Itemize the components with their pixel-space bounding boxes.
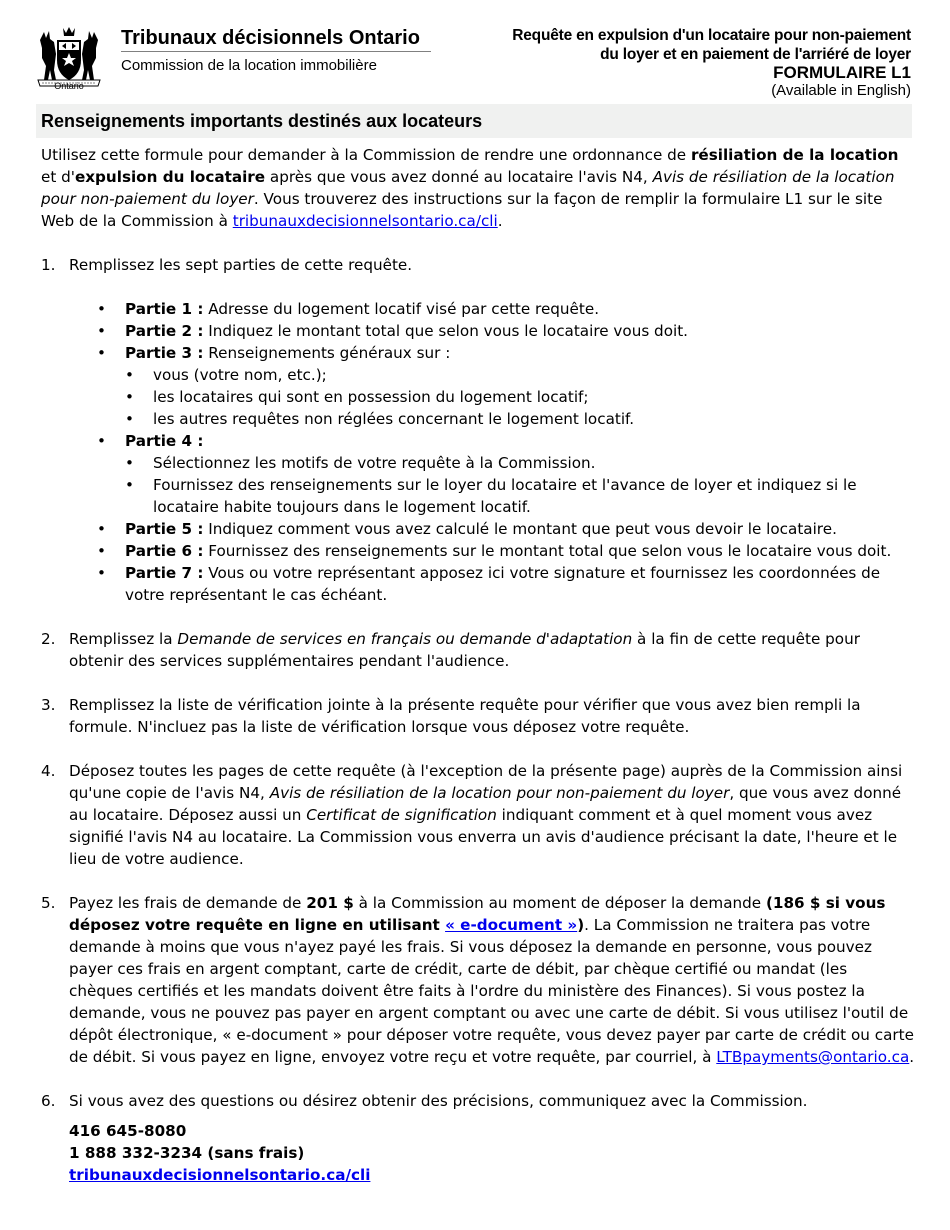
spacer	[41, 1112, 915, 1120]
item-5-text: .	[909, 1048, 915, 1066]
instruction-item-4	[41, 760, 915, 870]
sub-item-text: les locataires qui sont en possession du logement locatif;	[153, 388, 589, 406]
bullet-icon: •	[125, 476, 134, 494]
item-2-text: à la fin de cette requête pour obtenir des services supplémentaires pendant l'audience.	[69, 630, 860, 670]
part-text: Renseignements généraux sur :	[203, 344, 451, 362]
list-item-part-5	[97, 518, 915, 540]
item-4-text: , que vous avez donné au locataire. Déposez aussi un	[69, 784, 902, 824]
item-number: 3.	[41, 696, 56, 714]
intro-text: .	[497, 212, 503, 230]
list-item-part-3	[97, 342, 915, 364]
organization-name: Tribunaux décisionnels Ontario	[121, 27, 420, 49]
sub-item-text: vous (votre nom, etc.);	[153, 366, 327, 384]
bullet-icon: •	[97, 432, 106, 450]
item-2-text: Remplissez la	[69, 630, 178, 648]
spacer	[69, 276, 915, 298]
intro-text: et d'	[41, 168, 75, 186]
bullet-icon: •	[97, 520, 106, 538]
intro-italic-n4-title: Avis de résiliation de la location pour non-paiement du loyer	[41, 168, 895, 208]
bullet-icon: •	[125, 454, 134, 472]
part-label: Partie 7 :	[125, 564, 204, 582]
bullet-icon: •	[97, 300, 106, 318]
part-text: Fournissez des renseignements sur le montant total que selon vous le locataire vous doit.	[203, 542, 892, 560]
organization-subtitle: Commission de la location immobilière	[121, 57, 377, 74]
spacer	[41, 232, 915, 254]
online-fee-note-close: )	[577, 916, 585, 934]
spacer	[41, 738, 915, 760]
website-link[interactable]: tribunauxdecisionnelsontario.ca/cli	[232, 212, 498, 230]
instruction-item-6	[41, 1090, 915, 1112]
intro-bold-eviction: expulsion du locataire	[74, 168, 266, 186]
sub-list-item	[125, 364, 915, 386]
form-title-line-1: Requête en expulsion d'un locataire pour non-paiement	[512, 27, 911, 44]
spacer	[41, 672, 915, 694]
phone-local: 416 645-8080	[69, 1122, 187, 1140]
item-4-text: Déposez toutes les pages de cette requête (à l'exception de la présente page) auprès de la Commission ainsi qu'une copie de l'avis N4,	[69, 762, 903, 802]
header-divider	[121, 51, 431, 52]
instruction-item-5	[41, 892, 915, 1068]
sub-list-item	[125, 386, 915, 408]
sub-list-item	[125, 408, 915, 430]
part-label: Partie 6 :	[125, 542, 204, 560]
intro-paragraph	[41, 144, 915, 232]
instruction-item-1	[41, 254, 915, 606]
spacer	[41, 606, 915, 628]
intro-text: après que vous avez donné au locataire l'avis N4,	[265, 168, 653, 186]
list-item-part-4	[97, 430, 915, 452]
intro-text: . Vous trouverez des instructions sur la façon de remplir la formulaire L1 sur le site Web de la Commission à	[41, 190, 883, 230]
form-code: FORMULAIRE L1	[773, 63, 911, 82]
item-number: 4.	[41, 762, 56, 780]
part-3-sublist	[97, 364, 915, 430]
bullet-icon: •	[97, 564, 106, 582]
form-title-line-2: du loyer et en paiement de l'arriéré de loyer	[600, 46, 911, 63]
item-5-text: à la Commission au moment de déposer la demande	[353, 894, 766, 912]
logo-caption: Ontario	[54, 81, 84, 91]
item-2-italic-form-name: Demande de services en français ou demande d'adaptation	[177, 630, 633, 648]
e-document-link[interactable]: « e-document »	[445, 916, 578, 934]
sub-item-text: Fournissez des renseignements sur le loyer du locataire et l'avance de loyer et indiquez si le locataire habite toujours dans le logement locatif.	[153, 476, 857, 516]
instruction-item-2	[41, 628, 915, 672]
part-label: Partie 5 :	[125, 520, 204, 538]
list-item-part-1	[97, 298, 915, 320]
item-1-text: Remplissez les sept parties de cette requête.	[69, 256, 413, 274]
item-3-text: Remplissez la liste de vérification jointe à la présente requête pour vérifier que vous avez bien rempli la formule. N'incluez pas la liste de vérification lorsque vous déposez votre requête.	[69, 696, 861, 736]
item-4-text: indiquant comment et à quel moment vous avez signifié l'avis N4 au locataire. La Commission vous enverra un avis d'audience précisant la date, l'heure et le lieu de votre audience.	[69, 806, 898, 868]
list-item-part-7	[97, 562, 915, 606]
parts-list	[69, 298, 915, 606]
spacer	[41, 1068, 915, 1090]
item-6-text: Si vous avez des questions ou désirez obtenir des précisions, communiquez avec la Commission.	[69, 1092, 808, 1110]
item-number: 1.	[41, 256, 56, 274]
list-item-part-2	[97, 320, 915, 342]
item-5-text: Payez les frais de demande de	[69, 894, 307, 912]
spacer	[41, 870, 915, 892]
instruction-item-3	[41, 694, 915, 738]
item-5-text: . La Commission ne traitera pas votre demande à moins que vous n'ayez payé les frais. Si vous déposez la demande en personne, vous pouvez payer ces frais en argent comptant, carte de crédit, carte de débit, par chèque certifié ou mandat (les chèques certifiés et les mandats doivent être faits à l'ordre du ministère des Finances). Si vous postez la demande, vous ne pouvez pas payer en argent comptant ou avec une carte de débit. Si vous utilisez l'outil de dépôt électronique, « e-document » pour déposer votre requête, vous devez payer par carte de crédit ou carte de débit. Si vous payez en ligne, envoyez votre reçu et votre requête, par courriel, à	[69, 916, 914, 1066]
part-label: Partie 3 :	[125, 344, 204, 362]
instructions-body	[41, 144, 915, 1186]
item-4-italic-n4-title: Avis de résiliation de la location pour non-paiement du loyer	[269, 784, 730, 802]
fee-amount: 201 $	[306, 894, 354, 912]
item-4-italic-certificate: Certificat de signification	[306, 806, 497, 824]
list-item-part-6	[97, 540, 915, 562]
part-label: Partie 2 :	[125, 322, 204, 340]
bullet-icon: •	[125, 388, 134, 406]
bullet-icon: •	[125, 410, 134, 428]
item-number: 5.	[41, 894, 56, 912]
section-heading: Renseignements importants destinés aux locateurs	[36, 104, 912, 138]
sub-list-item	[125, 474, 915, 518]
item-number: 6.	[41, 1092, 56, 1110]
intro-bold-termination: résiliation de la location	[690, 146, 899, 164]
part-4-sublist	[97, 452, 915, 518]
part-text: Vous ou votre représentant apposez ici votre signature et fournissez les coordonnées de votre représentant le cas échéant.	[125, 564, 881, 604]
available-in-english: (Available in English)	[771, 82, 911, 99]
online-fee-note: (186 $ si vous déposez votre requête en ligne en utilisant	[69, 894, 886, 934]
bullet-icon: •	[125, 366, 134, 384]
bullet-icon: •	[97, 542, 106, 560]
contact-website-link[interactable]: tribunauxdecisionnelsontario.ca/cli	[69, 1166, 371, 1184]
bullet-icon: •	[97, 322, 106, 340]
part-text: Adresse du logement locatif visé par cette requête.	[203, 300, 600, 318]
part-label: Partie 1 :	[125, 300, 204, 318]
intro-text: Utilisez cette formule pour demander à la Commission de rendre une ordonnance de	[41, 146, 691, 164]
contact-block	[41, 1120, 915, 1186]
part-text: Indiquez comment vous avez calculé le montant que peut vous devoir le locataire.	[203, 520, 837, 538]
part-label: Partie 4 :	[125, 432, 204, 450]
part-text: Indiquez le montant total que selon vous le locataire vous doit.	[203, 322, 688, 340]
sub-item-text: les autres requêtes non réglées concernant le logement locatif.	[153, 410, 635, 428]
sub-item-text: Sélectionnez les motifs de votre requête à la Commission.	[153, 454, 596, 472]
phone-toll-free: 1 888 332-3234 (sans frais)	[69, 1144, 305, 1162]
form-title-block	[441, 26, 911, 99]
bullet-icon: •	[97, 344, 106, 362]
payments-email-link[interactable]: LTBpayments@ontario.ca	[716, 1048, 910, 1066]
item-number: 2.	[41, 630, 56, 648]
sub-list-item	[125, 452, 915, 474]
